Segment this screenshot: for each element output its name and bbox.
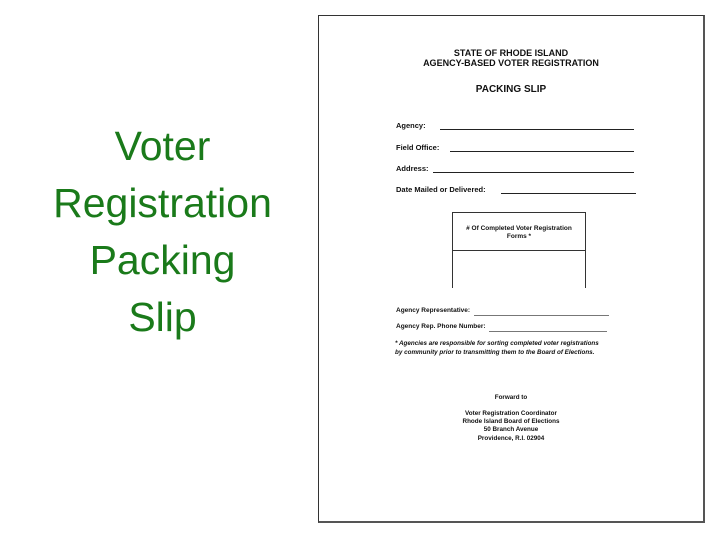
- representative-label: Agency Representative:: [396, 307, 471, 314]
- slide-title-line: Slip: [128, 294, 197, 340]
- address-line: Voter Registration Coordinator: [465, 410, 557, 417]
- representative-line: [474, 315, 609, 316]
- mailing-address: [319, 410, 703, 443]
- slide-title-line: Voter: [114, 123, 211, 169]
- address-line: Rhode Island Board of Elections: [462, 418, 560, 426]
- address-label: Address:: [396, 164, 429, 173]
- slide-title: [20, 118, 305, 346]
- date-label: Date Mailed or Delivered:: [396, 185, 486, 194]
- slide-title-line: Registration: [53, 180, 272, 226]
- form-state: STATE OF RHODE ISLAND: [453, 48, 569, 58]
- form-count-box: [452, 212, 586, 288]
- count-box-divider: [453, 250, 585, 251]
- address-line: Providence, R.I. 02904: [477, 434, 545, 442]
- address-line: [433, 172, 634, 173]
- agency-label: Agency:: [396, 121, 426, 130]
- agency-line: [440, 129, 634, 130]
- forward-to: Forward to: [494, 394, 528, 401]
- phone-line: [489, 331, 607, 332]
- address-line: 50 Branch Avenue: [483, 426, 539, 434]
- field-office-line: [450, 151, 634, 152]
- form-count-label: # Of Completed Voter Registration Forms *: [466, 225, 572, 240]
- form-program: AGENCY-BASED VOTER REGISTRATION: [423, 58, 599, 68]
- date-line: [501, 193, 636, 194]
- form-title: PACKING SLIP: [475, 84, 547, 95]
- packing-slip-document: [318, 15, 705, 523]
- phone-label: Agency Rep. Phone Number:: [396, 323, 486, 330]
- slide-title-line: Packing: [89, 237, 236, 283]
- field-office-label: Field Office:: [396, 143, 440, 152]
- form-header: [319, 48, 703, 68]
- sorting-note: * Agencies are responsible for sorting completed voter registrations by community prior to transmitting them to the Board of Elections.: [395, 340, 599, 356]
